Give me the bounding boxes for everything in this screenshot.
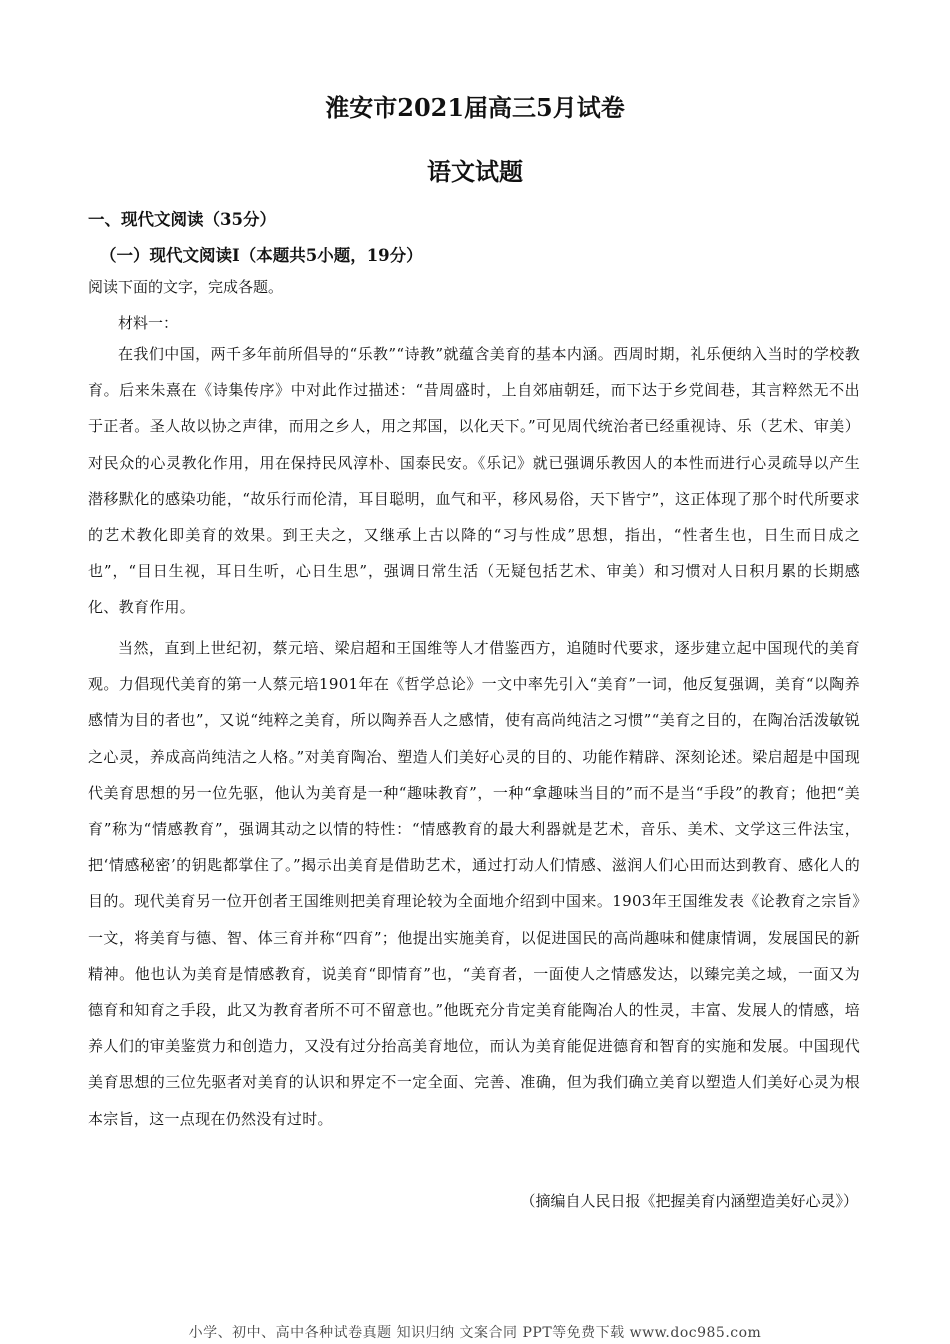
passage-source: （摘编自人民日报《把握美育内涵塑造美好心灵》） [520,1192,858,1210]
section-heading: 一、现代文阅读（35分） [88,210,276,229]
exam-title: 淮安市2021届高三5月试卷 [325,93,625,122]
exam-subtitle: 语文试题 [427,157,523,186]
reading-instruction: 阅读下面的文字，完成各题。 [88,278,284,296]
passage-paragraph: 当然，直到上世纪初，蔡元培、梁启超和王国维等人才借鉴西方，追随时代要求，逐步建立起中国现代的美育观。力倡现代美育的第一人蔡元培1901年在《哲学总论》一文中率先引入“美育”一词，他反复强调，美育“以陶养感情为目的者也”，又说“纯粹之美育，所以陶养吾人之感情，使有高尚纯洁之习惯”“美育之目的，在陶冶活泼敏锐之心灵，养成高尚纯洁之人格。”对美育陶冶、塑造人们美好心灵的目的、功能作精辟、深刻论述。梁启超是中国现代美育思想的另一位先驱，他认为美育是一种“趣味教育”，一种“拿趣味当目的”而不是当“手段”的教育；他把“美育”称为“情感教育”，强调其动之以情的特性：“情感教育的最大利器就是艺术，音乐、美术、文学这三件法宝，把‘情感秘密’的钥匙都掌住了。”揭示出美育是借助艺术，通过打动人们情感、滋润人们心田而达到教育、感化人的目的。现代美育另一位开创者王国维则把美育理论较为全面地介绍到中国来。1903年王国维发表《论教育之宗旨》一文，将美育与德、智、体三育并称“四育”；他提出实施美育，以促进国民的高尚趣味和健康情调，发展国民的新精神。他也认为美育是情感教育，说美育“即情育”也，“美育者，一面使人之情感发达，以臻完美之域，一面又为德育和知育之手段，此又为教育者所不可不留意也。”他既充分肯定美育能陶冶人的性灵，丰富、发展人的情感，培养人们的审美鉴赏力和创造力，又没有过分抬高美育地位，而认为美育能促进德育和智育的实施和发展。中国现代美育思想的三位先驱者对美育的认识和界定不一定全面、完善、准确，但为我们确立美育以塑造人们美好心灵为根本宗旨，这一点现在仍然没有过时。 [88,639,860,1128]
passage-paragraph: 在我们中国，两千多年前所倡导的“乐教”“诗教”就蕴含美育的基本内涵。西周时期，礼乐便纳入当时的学校教育。后来朱熹在《诗集传序》中对此作过描述：“昔周盛时，上自郊庙朝廷，而下达于乡党闾巷，其言粹然无不出于正者。圣人故以协之声律，而用之乡人，用之邦国，以化天下。”可见周代统治者已经重视诗、乐（艺术、审美）对民众的心灵教化作用，用在保持民风淳朴、国泰民安。《乐记》就已强调乐教因人的本性而进行心灵疏导以产生潜移默化的感染功能，“故乐行而伦清，耳目聪明，血气和平，移风易俗，天下皆宁”，这正体现了那个时代所要求的艺术教化即美育的效果。到王夫之，又继承上古以降的“习与性成”思想，指出，“性者生也，日生而日成之也”，“目日生视，耳日生听，心日生思”，强调日常生活（无疑包括艺术、审美）和习惯对人日积月累的长期感化、教育作用。 [88,345,860,617]
material-label: 材料一： [118,314,179,332]
subsection-heading: （一）现代文阅读Ⅰ（本题共5小题，19分） [100,246,423,265]
footer-watermark: 小学、初中、高中各种试卷真题 知识归纳 文案合同 PPT等免费下载 www.doc985.com [188,1325,762,1341]
